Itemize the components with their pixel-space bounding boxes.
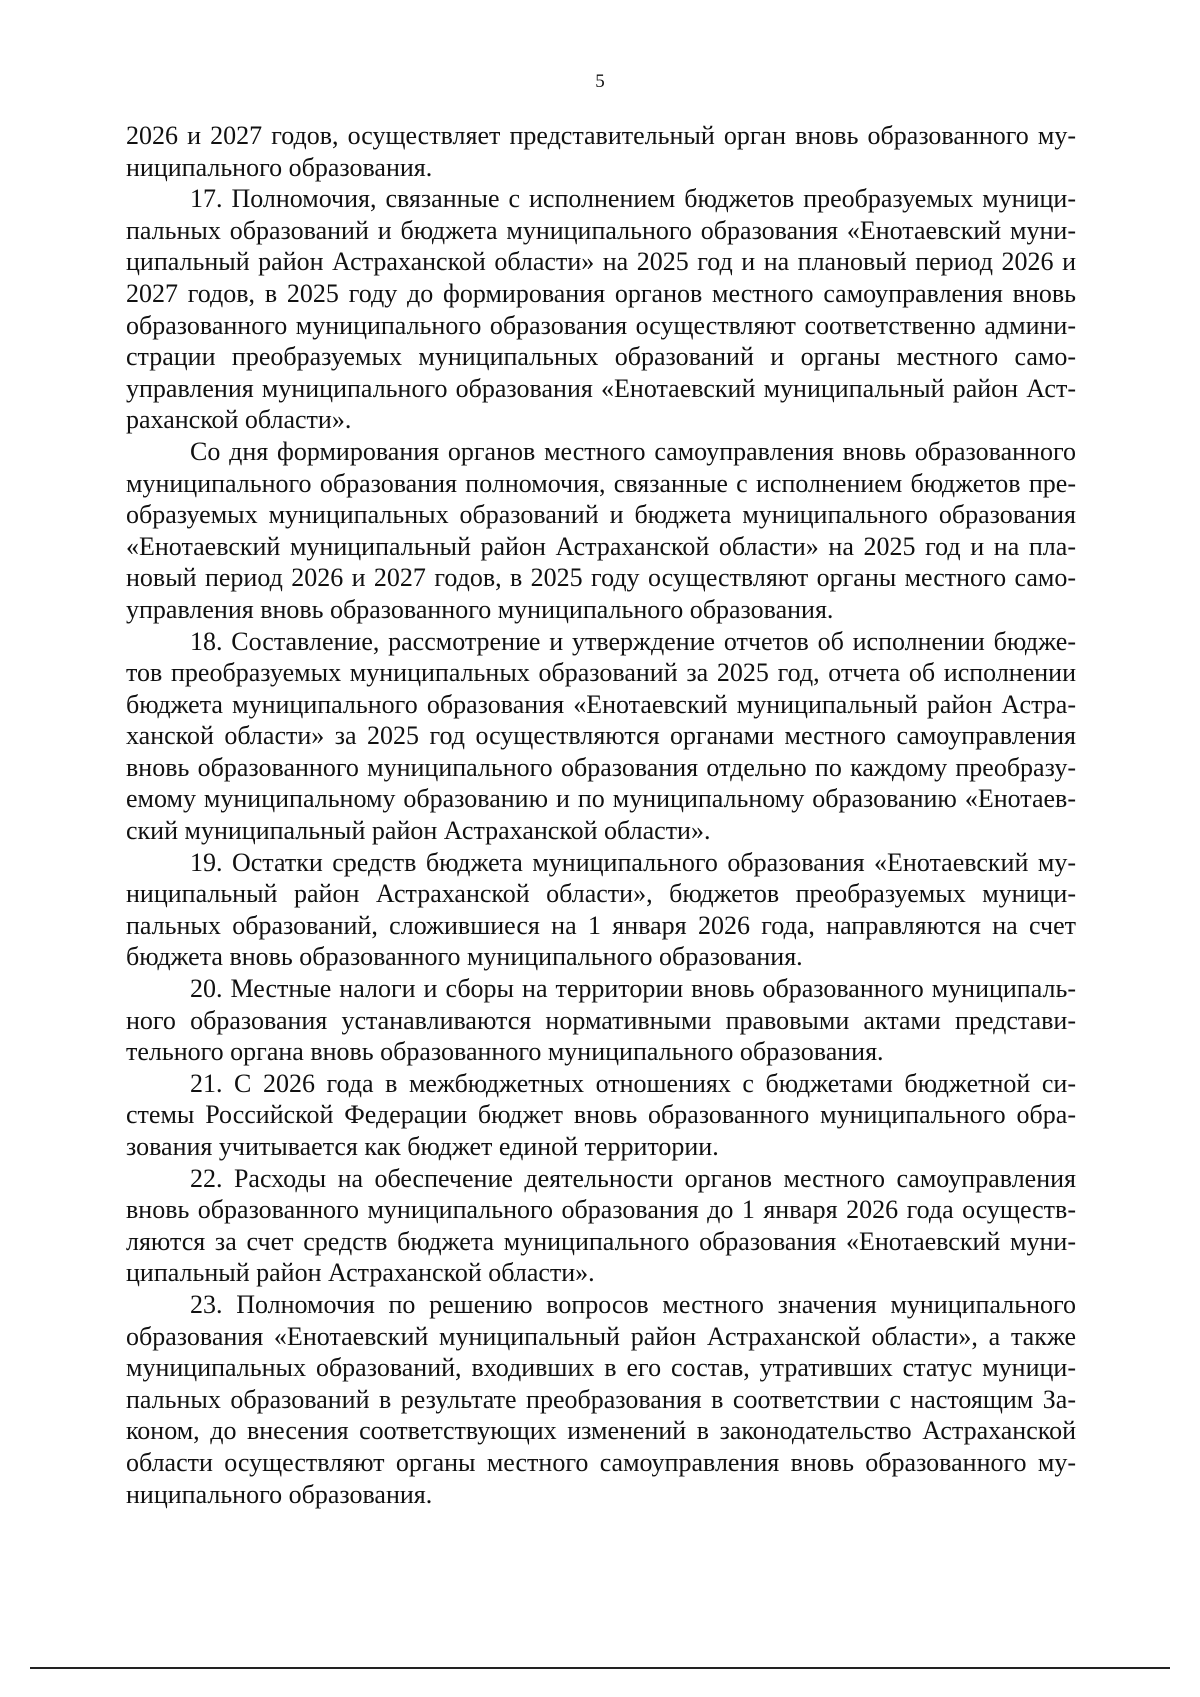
paragraph-item-17-part-2: Со дня формирования органов местного самоуправления вновь образованного муниципального образования полномочия, связанные с исполнением бюджетов преобразуемых муниципальных образований и бюджета муниципального образования «Енотаевский муниципальный район Астраханской области» на 2025 год и на плановый период 2026 и 2027 годов, в 2025 году осуществляют органы местного самоуправления вновь образованного муниципального образования. [126,436,1076,624]
paragraph-item-22: 22. Расходы на обеспечение деятельности органов местного самоуправления вновь образованного муниципального образования до 1 января 2026 года осуществляются за счет средств бюджета муниципального образования «Енотаевский муниципальный район Астраханской области». [126,1163,1076,1288]
bottom-rule [30,1667,1170,1669]
paragraph-item-17: 17. Полномочия, связанные с исполнением бюджетов преобразуемых муниципальных образований и бюджета муниципального образования «Енотаевский муниципальный район Астраханской области» на 2025 год и на плановый период 2026 и 2027 годов, в 2025 году до формирования органов местного самоуправления вновь образованного муниципального образования осуществляют соответственно администрации преобразуемых муниципальных образований и органы местного самоуправления муниципального образования «Енотаевский муниципальный район Астраханской области». [126,184,1076,435]
paragraph-item-21: 21. С 2026 года в межбюджетных отношениях с бюджетами бюджетной системы Российской Федерации бюджет вновь образованного муниципального образования учитывается как бюджет единой территории. [126,1068,1076,1161]
paragraph-item-18: 18. Составление, рассмотрение и утверждение отчетов об исполнении бюджетов преобразуемых муниципальных образований за 2025 год, отчета об исполнении бюджета муниципального образования «Енотаевский муниципальный район Астраханской области» за 2025 год осуществляются органами местного самоуправления вновь образованного муниципального образования отдельно по каждому преобразуемому муниципальному образованию и по муниципальному образованию «Енотаевский муниципальный район Астраханской области». [126,626,1076,846]
paragraph-item-19: 19. Остатки средств бюджета муниципального образования «Енотаевский муниципальный район Астраханской области», бюджетов преобразуемых муниципальных образований, сложившиеся на 1 января 2026 года, направляются на счет бюджета вновь образованного муниципального образования. [126,847,1076,972]
paragraph-item-20: 20. Местные налоги и сборы на территории вновь образованного муниципального образования устанавливаются нормативными правовыми актами представительного органа вновь образованного муниципального образования. [126,974,1076,1067]
document-body [126,120,1076,1510]
paragraph-continuation: 2026 и 2027 годов, осуществляет представительный орган вновь образованного муниципального образования. [126,121,1076,182]
paragraph-item-23: 23. Полномочия по решению вопросов местного значения муниципального образования «Енотаевский муниципальный район Астраханской области», а также муниципальных образований, входивших в его состав, утративших статус муниципальных образований в результате преобразования в соответствии с настоящим Законом, до внесения соответствующих изменений в законодательство Астраханской области осуществляют органы местного самоуправления вновь образованного муниципального образования. [126,1289,1076,1509]
page-number: 5 [595,71,605,92]
